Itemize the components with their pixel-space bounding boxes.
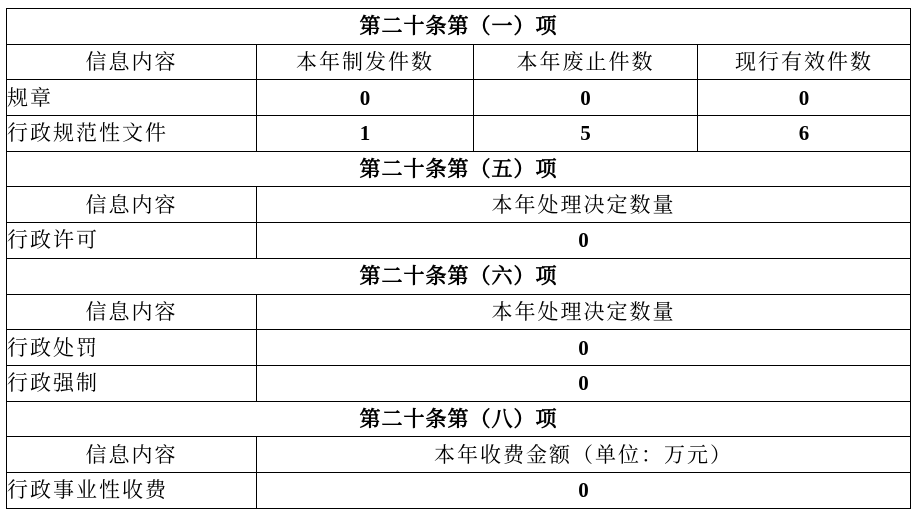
section-8-header-content: 信息内容 [7,437,257,473]
row-label: 规章 [7,80,257,116]
section-8-header-amount: 本年收费金额（单位：万元） [257,437,911,473]
valid-count: 0 [698,80,911,116]
section-5-title: 第二十条第（五）项 [7,151,911,187]
repealed-count: 5 [474,116,698,152]
section-5-header-count: 本年处理决定数量 [257,187,911,223]
table-row [7,116,911,152]
disclosure-table [6,8,911,509]
table-row [7,330,911,366]
section-8-header-row [7,437,911,473]
fee-amount: 0 [257,472,911,508]
valid-count: 6 [698,116,911,152]
section-5-header-content: 信息内容 [7,187,257,223]
section-6-title-row [7,258,911,294]
section-8-title: 第二十条第（八）项 [7,401,911,437]
table-row [7,223,911,259]
section-6-title: 第二十条第（六）项 [7,258,911,294]
section-8-title-row [7,401,911,437]
section-1-header-issued: 本年制发件数 [257,44,474,80]
row-label: 行政规范性文件 [7,116,257,152]
repealed-count: 0 [474,80,698,116]
row-label: 行政许可 [7,223,257,259]
table-row [7,80,911,116]
section-1-header-valid: 现行有效件数 [698,44,911,80]
section-1-title: 第二十条第（一）项 [7,9,911,45]
row-label: 行政事业性收费 [7,472,257,508]
section-5-header-row [7,187,911,223]
decision-count: 0 [257,365,911,401]
table-row [7,472,911,508]
issued-count: 0 [257,80,474,116]
section-1-header-content: 信息内容 [7,44,257,80]
decision-count: 0 [257,330,911,366]
section-1-title-row [7,9,911,45]
section-1-header-repealed: 本年废止件数 [474,44,698,80]
issued-count: 1 [257,116,474,152]
section-6-header-row [7,294,911,330]
row-label: 行政强制 [7,365,257,401]
decision-count: 0 [257,223,911,259]
section-6-header-count: 本年处理决定数量 [257,294,911,330]
section-6-header-content: 信息内容 [7,294,257,330]
section-5-title-row [7,151,911,187]
row-label: 行政处罚 [7,330,257,366]
section-1-header-row [7,44,911,80]
table-row [7,365,911,401]
